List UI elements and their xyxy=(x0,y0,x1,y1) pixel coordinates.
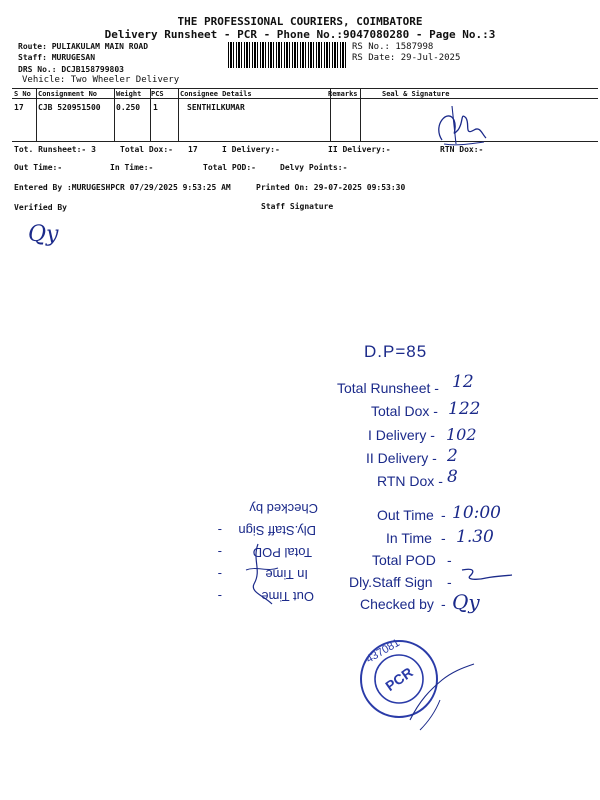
table-top-border xyxy=(12,88,598,89)
stamp-label-i-delivery: I Delivery - xyxy=(368,427,435,443)
inverted-dash: - xyxy=(217,567,222,582)
stamp-label-in-time: In Time xyxy=(386,530,432,546)
route-text: Route: PULIAKULAM MAIN ROAD xyxy=(18,42,149,51)
rtn-dox-label: RTN Dox:- xyxy=(440,145,484,154)
stamp-value-i-delivery: 102 xyxy=(446,425,477,444)
table-bottom-border xyxy=(12,141,598,142)
col-header-consignee: Consignee Details xyxy=(180,90,252,98)
i-delivery-label: I Delivery:- xyxy=(222,145,280,154)
cell-pcs: 1 xyxy=(153,103,158,112)
inverted-label-dly-staff-sign: Dly.Staff Sign xyxy=(238,523,316,538)
stamp-label-checked-by: Checked by xyxy=(360,596,434,612)
col-header-seal: Seal & Signature xyxy=(382,90,450,98)
vehicle-text: Vehicle: Two Wheeler Delivery xyxy=(22,75,180,85)
stamp-value-ii-delivery: 2 xyxy=(447,446,458,466)
total-dox-value: 17 xyxy=(188,145,198,154)
checked-by-initials: Qy xyxy=(452,590,480,614)
stamp-dash-out-time: - xyxy=(441,507,446,523)
printed-on: Printed On: 29-07-2025 09:53:30 xyxy=(256,183,406,192)
cell-consignee: SENTHILKUMAR xyxy=(187,103,245,112)
col-divider xyxy=(178,88,179,141)
total-dox-label: Total Dox:- xyxy=(120,145,173,154)
cell-weight: 0.250 xyxy=(116,103,141,112)
stamp-label-ii-delivery: II Delivery - xyxy=(366,450,437,466)
drs-text: DRS No.: DCJB158799803 xyxy=(18,65,124,74)
inverted-label-total-pod: Total POD xyxy=(252,545,312,560)
stamp-label-out-time: Out Time xyxy=(377,507,434,523)
col-header-sno: S No xyxy=(14,90,31,98)
inverted-label-checked-by: Checked by xyxy=(249,501,318,516)
stamp-value-out-time: 10:00 xyxy=(452,503,501,523)
staff-sign-scribble xyxy=(456,566,516,586)
barcode-image xyxy=(228,42,348,68)
col-header-remarks: Remarks xyxy=(328,90,358,98)
stamp-label-total-pod: Total POD xyxy=(372,552,436,568)
inverted-label-out-time: Out Time xyxy=(261,589,314,604)
seal-number: 437081 xyxy=(364,636,402,666)
col-divider xyxy=(114,88,115,141)
staff-text: Staff: MURUGESAN xyxy=(18,53,96,62)
table-header-border xyxy=(12,98,598,99)
runsheet-subtitle: Delivery Runsheet - PCR - Phone No.:9047080280 - Page No.:3 xyxy=(104,28,496,41)
company-title: THE PROFESSIONAL COURIERS, COIMBATORE xyxy=(177,15,423,28)
ii-delivery-label: II Delivery:- xyxy=(328,145,391,154)
handwritten-initials: Qy xyxy=(28,222,59,247)
stamp-dash-in-time: - xyxy=(441,530,446,546)
stamp-value-total-runsheet: 12 xyxy=(452,372,474,392)
stamp-label-rtn-dox: RTN Dox - xyxy=(377,473,443,489)
cell-consignment: CJB 520951500 xyxy=(38,103,101,112)
col-header-weight: Weight xyxy=(116,90,142,98)
staff-signature-label: Staff Signature xyxy=(261,202,334,211)
stamp-label-total-dox: Total Dox - xyxy=(371,403,438,419)
stamp-dash-dly-staff-sign: - xyxy=(447,574,452,590)
seal-overlay-signature xyxy=(400,660,480,740)
stamp-dash-checked-by: - xyxy=(441,596,446,612)
in-time-label: In Time:- xyxy=(110,163,154,172)
delvy-points-label: Delvy Points:- xyxy=(280,163,348,172)
seal-signature xyxy=(430,100,490,150)
inverted-dash: - xyxy=(217,523,222,538)
cell-sno: 17 xyxy=(14,103,24,112)
handwritten-dp: D.P=85 xyxy=(364,342,428,361)
col-divider xyxy=(360,88,361,141)
rs-no-text: RS No.: 1587998 xyxy=(352,42,434,52)
total-pod-label: Total POD:- xyxy=(203,163,256,172)
inverted-label-in-time: In Time xyxy=(265,567,308,582)
inverted-dash: - xyxy=(217,589,222,604)
rs-date-text: RS Date: 29-Jul-2025 xyxy=(352,53,461,63)
seal-center-text: PCR xyxy=(382,663,416,695)
stamp-value-rtn-dox: 8 xyxy=(447,467,458,487)
tot-runsheet: Tot. Runsheet:- 3 xyxy=(14,145,96,154)
stamp-value-total-pod: - xyxy=(447,552,452,568)
stamp-value-in-time: 1.30 xyxy=(456,527,494,547)
out-time-label: Out Time:- xyxy=(14,163,63,172)
col-divider xyxy=(36,88,37,141)
inverted-signature xyxy=(228,540,288,610)
stamp-value-total-dox: 122 xyxy=(448,399,481,419)
col-header-consignment: Consignment No xyxy=(38,90,98,98)
entered-by: Entered By :MURUGESHPCR 07/29/2025 9:53:25 AM xyxy=(14,183,231,192)
stamp-label-dly-staff-sign: Dly.Staff Sign xyxy=(349,574,433,590)
verified-by-label: Verified By xyxy=(14,203,67,212)
stamp-label-total-runsheet: Total Runsheet - xyxy=(337,380,439,396)
col-header-pcs: PCS xyxy=(151,90,164,98)
inverted-dash: - xyxy=(217,545,222,560)
